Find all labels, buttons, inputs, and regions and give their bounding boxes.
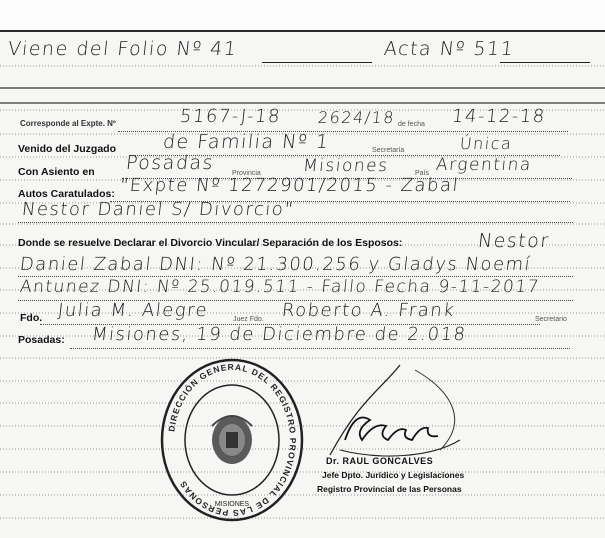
viene-del-folio-text: Viene del Folio Nº 41	[6, 38, 239, 60]
secretario-name: Roberto A. Frank	[280, 300, 457, 321]
registry-seal	[158, 356, 306, 524]
seal-inner-text: MISIONES	[214, 501, 250, 508]
secretaria-value: Única	[459, 134, 514, 153]
signer-role: Jefe Dpto. Jurídico y Legislaciones	[322, 470, 465, 480]
header-underline-2	[500, 62, 590, 63]
juez-label: Juez Fdo.	[233, 316, 264, 323]
fecha-value: 14-12-18	[450, 106, 547, 127]
secretaria-label: Secretaría	[372, 147, 405, 154]
juzgado-label: Venido del Juzgado	[18, 143, 117, 155]
signer-org: Registro Provincial de las Personas	[317, 484, 462, 494]
provincia-value: Misiones	[301, 156, 390, 176]
fdo-label: Fdo.	[20, 312, 43, 324]
asiento-value: Posadas	[124, 152, 216, 174]
seal-outer-text: DIRECCIÓN GENERAL DEL REGISTRO PROVINCIAL DE LAS PERSONAS	[166, 361, 299, 519]
resuelve-line-1: Nestor	[476, 230, 551, 252]
fdo-name: Julia M. Alegre	[56, 300, 210, 321]
dotted-fill	[70, 348, 570, 349]
pais-value: Argentina	[434, 155, 533, 175]
resuelve-line-3: Antunez DNI: Nº 25.019.511 - Fallo Fecha 9-11-2017	[18, 277, 541, 297]
acta-text: Acta Nº 511	[382, 38, 516, 60]
resuelve-label: Donde se resuelve Declarar el Divorcio Vincular/ Separación de los Esposos:	[18, 237, 403, 249]
asiento-label: Con Asiento en	[18, 166, 95, 178]
juzgado-value: de Familia Nº 1	[161, 131, 331, 153]
dotted-fill	[18, 276, 573, 277]
autos-line-1: "Expte Nº 1272901/2015 - Zabal	[118, 175, 461, 196]
dotted-fill	[18, 222, 573, 223]
autos-label: Autos Caratulados:	[18, 188, 115, 200]
posadas-label: Posadas:	[18, 334, 65, 346]
coat-of-arms-icon	[212, 416, 252, 464]
posadas-date: Misiones, 19 de Diciembre de 2.018	[90, 324, 468, 345]
signer-name: Dr. RAUL GONCALVES	[326, 456, 434, 466]
expte-year: 2624/18	[317, 108, 396, 127]
pais-label: País	[415, 170, 430, 177]
resuelve-line-2: Daniel Zabal DNI: Nº 21.300.256 y Gladys Noemí	[18, 254, 533, 275]
autos-line-2: Nestor Daniel S/ Divorcio"	[20, 199, 296, 220]
corresponde-label: Corresponde al Expte. Nº	[20, 119, 116, 128]
signature	[320, 360, 470, 470]
header-underline	[262, 62, 372, 63]
fecha-label: de fecha	[398, 121, 425, 128]
expte-number: 5167-J-18	[178, 106, 282, 127]
secretario-label: Secretario	[535, 316, 567, 323]
provincia-label: Provincia	[232, 170, 261, 177]
dotted-fill	[110, 201, 570, 202]
